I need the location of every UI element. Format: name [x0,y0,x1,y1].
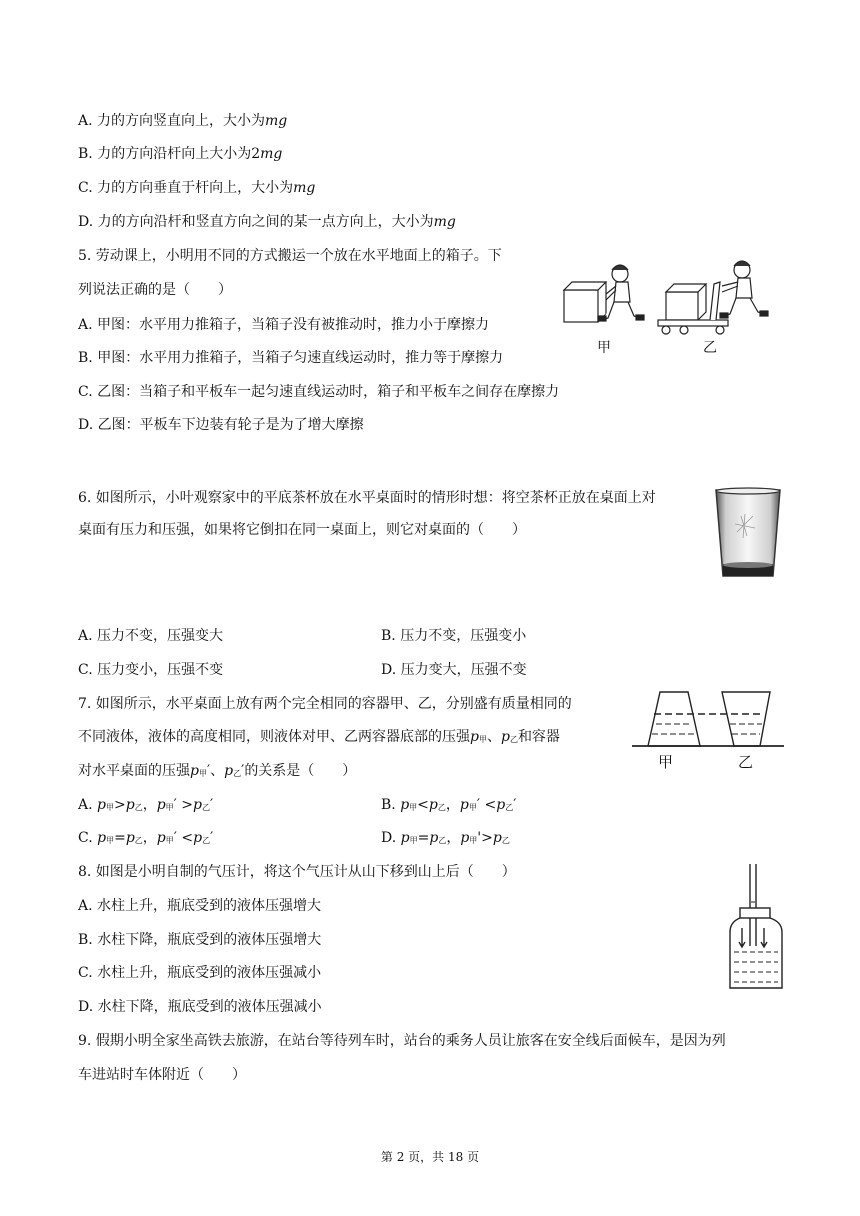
q4-option-d-var: mg [433,214,456,230]
q5-stem-line1: 5. 劳动课上，小明用不同的方式搬运一个放在水平地面上的箱子。下 [78,248,502,264]
q4-option-b-text: B. 力的方向沿杆向上大小为 [78,146,252,162]
sub-yi: 乙 [437,803,446,812]
comma: ， [142,830,157,846]
prime: ′ [206,763,211,779]
sub-yi: 乙 [202,836,211,845]
p-var: p [492,830,502,846]
sub-yi: 乙 [501,836,510,845]
q7-option-a [78,795,213,818]
sep: 、 [210,763,225,779]
q4-option-c-text: C. 力的方向垂直于杆向上，大小为 [78,180,294,196]
prime: ′ [173,830,177,846]
q6-option-a: A. 压力不变，压强变大 [78,628,224,644]
sub-jia: 甲 [409,836,418,845]
q7-stem-line2 [78,727,560,750]
q7-option-b [381,795,516,818]
p-var: p [97,830,107,846]
q4-option-d [78,212,456,232]
label: C. [78,830,93,846]
label: B. [381,797,396,813]
sub-yi: 乙 [134,803,143,812]
q5-stem-line2: 列说法正确的是（ ） [78,282,232,298]
q4-option-d-text: D. 力的方向沿杆和竖直方向之间的某一点方向上，大小为 [78,214,434,230]
p-var: p [190,763,199,779]
q8-option-d: D. 水柱下降，瓶底受到的液体压强减小 [78,999,322,1015]
q7-label-yi: 乙 [738,753,754,771]
p-var: p [156,797,166,813]
op: > [181,797,194,813]
q6-stem-line2: 桌面有压力和压强，如果将它倒扣在同一桌面上，则它对桌面的（ ） [78,522,526,538]
prime: ′ [173,797,177,813]
sub-jia: 甲 [469,836,478,845]
prime: ′ [513,797,517,813]
q4-option-c-var: mg [293,180,316,196]
op: = [114,830,126,846]
q7-stem-line1: 7. 如图所示，水平桌面上放有两个完全相同的容器甲、乙，分别盛有质量相同的 [78,696,572,712]
q4-option-b [78,144,282,164]
q5-figure [558,258,788,358]
sub-yi: 乙 [202,803,210,812]
q5-kid-jia [598,265,644,321]
p-var: p [400,797,410,813]
q8-option-a: A. 水柱上升，瓶底受到的液体压强增大 [78,898,322,914]
p-var: p [125,797,135,813]
q5-kid-yi [720,261,768,318]
p-var: p [193,797,202,813]
q8-option-c: C. 水柱上升，瓶底受到的液体压强减小 [78,965,322,981]
sub-jia: 甲 [409,803,418,812]
comma: ， [445,797,460,813]
comma: ， [446,830,461,846]
sub-jia: 甲 [198,769,207,778]
q5-label-jia: 甲 [597,340,611,356]
q9-stem-line1: 9. 假期小明全家坐高铁去旅游，在站台等待列车时，站台的乘务人员让旅客在安全线后面候车，是因为列 [78,1033,726,1049]
q7-container-yi [722,692,770,746]
q8-barometer-figure [724,862,788,994]
q6-glass-figure [713,486,783,584]
op: > [113,797,126,813]
p-var: p [496,797,506,813]
q7-stem3-post: 的关系是（ ） [244,763,357,779]
q7-stem3-pre: 对水平桌面的压强 [78,763,190,779]
label: D. [381,830,397,846]
q4-option-b-num: 2 [251,146,261,162]
sub-jia: 甲 [106,836,115,845]
q7-stem2-post: 和容器 [517,729,560,745]
q5-cart-yi [658,282,728,334]
q4-option-a [78,111,287,131]
p-var: p [470,729,479,745]
sub-jia: 甲 [105,803,114,812]
q7-label-jia: 甲 [658,753,674,771]
q4-option-b-var: mg [260,146,283,162]
label: A. [78,797,93,813]
q5-option-c: C. 乙图：当箱子和平板车一起匀速直线运动时，箱子和平板车之间存在摩擦力 [78,384,560,400]
sub-jia: 甲 [165,803,174,812]
p-var: p [460,830,470,846]
prime: ′ [210,830,214,846]
prime: ′ [476,797,481,813]
sub-jia: 甲 [468,803,477,812]
q7-option-d [381,828,510,851]
p-var: p [224,763,234,779]
sub-yi: 乙 [438,836,447,845]
sub-jia: 甲 [165,836,174,845]
q5-option-a: A. 甲图：水平用力推箱子，当箱子没有被推动时，推力小于摩擦力 [78,317,490,333]
p-var: p [97,797,106,813]
sub-yi: 乙 [233,769,242,778]
comma: ， [142,797,157,813]
p-var: p [429,830,439,846]
page-footer: 第 2 页，共 18 页 [380,1150,480,1164]
q5-label-yi: 乙 [703,340,717,356]
q6-stem-line1: 6. 如图所示，小叶观察家中的平底茶杯放在水平桌面时的情形时想：将空茶杯正放在桌面上对 [78,490,656,506]
sub-yi: 乙 [134,836,143,845]
q7-stem2-pre: 不同液体，液体的高度相同，则液体对甲、乙两容器底部的压强 [78,729,470,745]
prime: ′ [241,763,245,779]
q8-stem: 8. 如图是小明自制的气压计，将这个气压计从山下移到山上后（ ） [78,864,516,880]
p-var: p [459,797,469,813]
p-var: p [125,830,135,846]
p-var: p [156,830,166,846]
p-var: p [500,729,510,745]
op: > [481,830,493,846]
op: < [484,797,497,813]
q5-option-b: B. 甲图：水平用力推箱子，当箱子匀速直线运动时，推力等于摩擦力 [78,350,504,366]
q6-option-c: C. 压力变小，压强不变 [78,662,224,678]
q6-option-d: D. 压力变大，压强不变 [381,662,527,678]
q4-option-c [78,178,315,198]
p-var: p [193,830,203,846]
op: = [417,830,430,846]
sub-yi: 乙 [509,735,518,744]
sub-yi: 乙 [505,803,514,812]
q4-option-a-var: mg [265,113,288,129]
q4-option-a-text: A. 力的方向竖直向上，大小为 [78,113,266,129]
prime: ′ [210,797,214,813]
p-var: p [428,797,438,813]
q7-containers-figure [630,688,786,756]
q8-option-b: B. 水柱下降，瓶底受到的液体压强增大 [78,932,322,948]
p-var: p [400,830,410,846]
q9-stem-line2: 车进站时车体附近（ ） [78,1067,246,1083]
prime: ' [477,830,482,846]
q7-stem-line3 [78,761,356,784]
q5-option-d: D. 乙图：平板车下边装有轮子是为了增大摩擦 [78,417,364,433]
sep: 、 [486,729,501,745]
op: < [417,797,429,813]
sub-jia: 甲 [478,735,487,744]
op: < [181,830,194,846]
q7-option-c [78,828,213,851]
q6-option-b: B. 压力不变，压强变小 [381,628,527,644]
q7-container-jia [648,692,700,746]
